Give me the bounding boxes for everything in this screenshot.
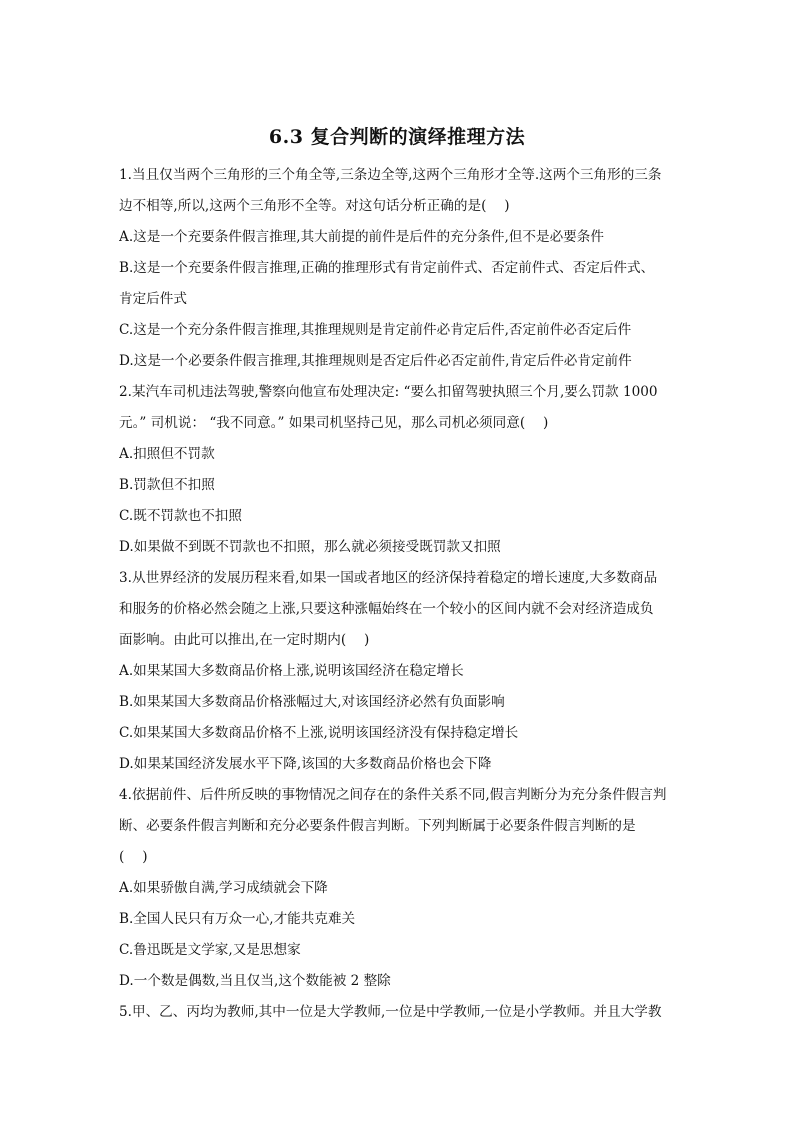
- option-d: D.如果做不到既不罚款也不扣照，那么就必须接受既罚款又扣照: [119, 539, 501, 555]
- question-stem-line: 断、必要条件假言判断和充分必要条件假言判断。下列判断属于必要条件假言判断的是: [119, 818, 636, 834]
- option-c: C.既不罚款也不扣照: [119, 508, 242, 524]
- option-c: C.如果某国大多数商品价格不上涨,说明该国经济没有保持稳定增长: [119, 725, 519, 741]
- question-stem-line: 边不相等,所以,这两个三角形不全等。对这句话分析正确的是( ): [119, 198, 510, 214]
- question-stem-line: 4.依据前件、后件所反映的事物情况之间存在的条件关系不同,假言判断分为充分条件假言判: [119, 787, 667, 803]
- option-b: B.全国人民只有万众一心,才能共克难关: [119, 911, 356, 927]
- question-stem-line: 面影响。由此可以推出,在一定时期内( ): [119, 632, 370, 648]
- question-3: [119, 563, 679, 780]
- question-stem-line: 3.从世界经济的发展历程来看,如果一国或者地区的经济保持着稳定的增长速度,大多数商品: [119, 570, 658, 586]
- option-a: A.这是一个充要条件假言推理,其大前提的前件是后件的充分条件,但不是必要条件: [119, 229, 604, 245]
- option-c: C.这是一个充分条件假言推理,其推理规则是肯定前件必肯定后件,否定前件必否定后件: [119, 322, 632, 338]
- question-list: [119, 160, 679, 1028]
- option-b: B.罚款但不扣照: [119, 477, 215, 493]
- question-stem-line: 和服务的价格必然会随之上涨,只要这种涨幅始终在一个较小的区间内就不会对经济造成负: [119, 601, 654, 617]
- question-5: [119, 997, 679, 1028]
- question-stem-line: 元。” 司机说： “我不同意。” 如果司机坚持己见，那么司机必须同意( ): [119, 415, 549, 431]
- question-4: [119, 780, 679, 997]
- question-2: [119, 377, 679, 563]
- option-a: A.扣照但不罚款: [119, 446, 215, 462]
- option-c: C.鲁迅既是文学家,又是思想家: [119, 942, 301, 958]
- question-1: [119, 160, 679, 377]
- option-b-continued: 肯定后件式: [119, 291, 187, 307]
- page-title: 6.3 复合判断的演绎推理方法: [268, 126, 526, 148]
- option-b: B.这是一个充要条件假言推理,正确的推理形式有肯定前件式、否定前件式、否定后件式、: [119, 260, 655, 276]
- question-stem-line: 5.甲、乙、丙均为教师,其中一位是大学教师,一位是中学教师,一位是小学教师。并且大学教: [119, 1004, 662, 1020]
- option-d: D.一个数是偶数,当且仅当,这个数能被 2 整除: [119, 973, 391, 989]
- option-b: B.如果某国大多数商品价格涨幅过大,对该国经济必然有负面影响: [119, 694, 505, 710]
- option-d: D.如果某国经济发展水平下降,该国的大多数商品价格也会下降: [119, 756, 492, 772]
- question-stem-line: ( ): [119, 849, 148, 865]
- option-a: A.如果骄傲自满,学习成绩就会下降: [119, 880, 328, 896]
- option-d: D.这是一个必要条件假言推理,其推理规则是否定后件必否定前件,肯定后件必肯定前件: [119, 353, 632, 369]
- option-a: A.如果某国大多数商品价格上涨,说明该国经济在稳定增长: [119, 663, 464, 679]
- question-stem-line: 2.某汽车司机违法驾驶,警察向他宣布处理决定: “要么扣留驾驶执照三个月,要么罚款 1000: [119, 384, 658, 400]
- question-stem-line: 1.当且仅当两个三角形的三个角全等,三条边全等,这两个三角形才全等.这两个三角形的三条: [119, 167, 662, 183]
